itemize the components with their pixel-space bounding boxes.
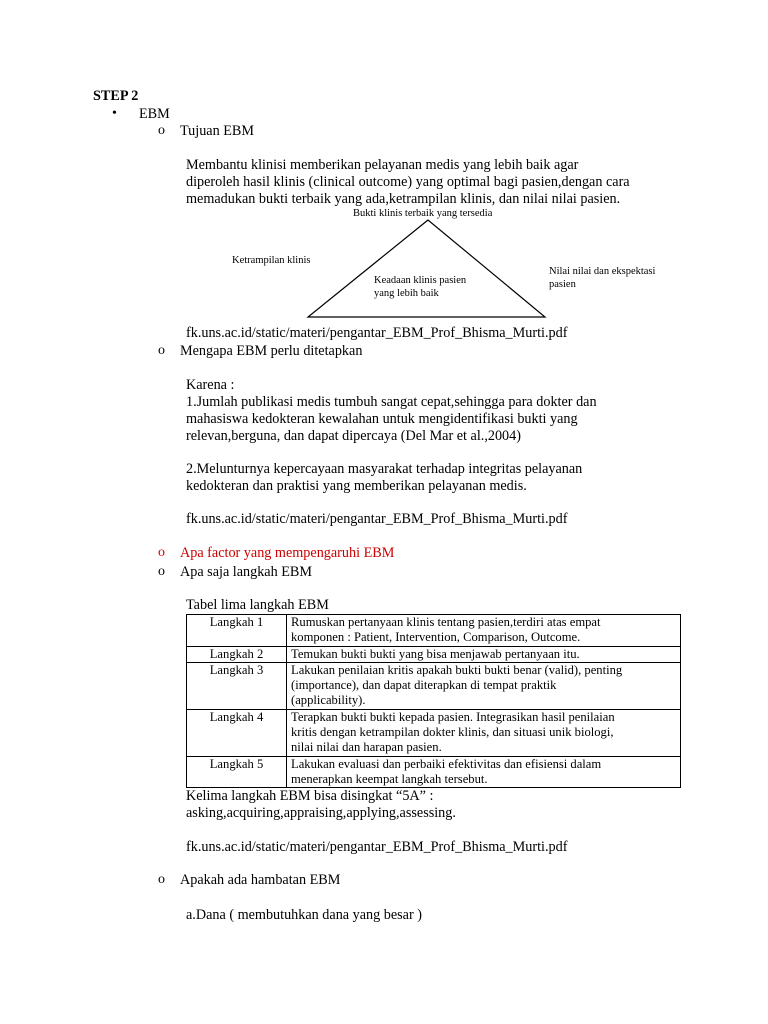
- triangle-shape: [308, 220, 545, 317]
- step-desc-line: Lakukan evaluasi dan perbaiki efektivitas dan efisiensi dalam: [291, 756, 602, 771]
- factor-title: Apa factor yang mempengaruhi EBM: [180, 545, 395, 561]
- tujuan-line-1: Membantu klinisi memberikan pelayanan medis yang lebih baik agar: [186, 157, 579, 173]
- summary-line-1: Kelima langkah EBM bisa disingkat “5A” :: [186, 788, 434, 804]
- diagram-top-label: Bukti klinis terbaik yang tersedia: [353, 208, 493, 219]
- step-label: Langkah 5: [187, 756, 287, 788]
- diagram-left-label: Ketrampilan klinis: [232, 255, 311, 266]
- circle-bullet: o: [158, 872, 165, 887]
- ebm-triangle-diagram: [300, 214, 550, 320]
- mengapa-point2-line-1: 2.Melunturnya kepercayaan masyarakat terhadap integritas pelayanan: [186, 461, 583, 477]
- step-description: [287, 662, 681, 709]
- steps-table: [186, 614, 681, 788]
- topic-label: EBM: [139, 106, 170, 122]
- table-row: [187, 615, 681, 647]
- step-label: Langkah 2: [187, 646, 287, 662]
- step-desc-line: menerapkan keempat langkah tersebut.: [291, 771, 488, 786]
- step-description: [287, 756, 681, 788]
- step-desc-line: nilai nilai dan harapan pasien.: [291, 740, 442, 755]
- source-link-1[interactable]: fk.uns.ac.id/static/materi/pengantar_EBM_Prof_Bhisma_Murti.pdf: [186, 325, 568, 341]
- disc-bullet: •: [112, 106, 117, 121]
- diagram-right-label-1: Nilai nilai dan ekspektasi: [549, 266, 656, 277]
- step-heading: STEP 2: [93, 88, 139, 104]
- step-desc-line: Temukan bukti bukti yang bisa menjawab pertanyaan itu.: [291, 646, 580, 661]
- table-title: Tabel lima langkah EBM: [186, 597, 329, 613]
- step-description: [287, 709, 681, 756]
- diagram-center-label-2: yang lebih baik: [374, 288, 439, 299]
- step-label: Langkah 4: [187, 709, 287, 756]
- step-desc-line: komponen : Patient, Intervention, Comparison, Outcome.: [291, 630, 581, 645]
- hambatan-item-a: a.Dana ( membutuhkan dana yang besar ): [186, 907, 422, 923]
- table-row: [187, 709, 681, 756]
- step-desc-line: (importance), dan dapat diterapkan di tempat praktik: [291, 678, 557, 693]
- tujuan-line-2: diperoleh hasil klinis (clinical outcome) yang optimal bagi pasien,dengan cara: [186, 174, 630, 190]
- mengapa-point1-line-1: 1.Jumlah publikasi medis tumbuh sangat cepat,sehingga para dokter dan: [186, 394, 597, 410]
- step-desc-line: Rumuskan pertanyaan klinis tentang pasien,terdiri atas empat: [291, 615, 601, 629]
- step-desc-line: kritis dengan ketrampilan dokter klinis, dan situasi unik biologi,: [291, 725, 614, 740]
- langkah-title: Apa saja langkah EBM: [180, 564, 312, 580]
- mengapa-point2-line-2: kedokteran dan praktisi yang memberikan pelayanan medis.: [186, 478, 527, 494]
- circle-bullet: o: [158, 343, 165, 358]
- mengapa-point1-line-2: mahasiswa kedokteran kewalahan untuk mengidentifikasi bukti yang: [186, 411, 578, 427]
- circle-bullet: o: [158, 564, 165, 579]
- table-row: [187, 646, 681, 662]
- step-desc-line: Terapkan bukti bukti kepada pasien. Integrasikan hasil penilaian: [291, 709, 615, 724]
- source-link-3[interactable]: fk.uns.ac.id/static/materi/pengantar_EBM_Prof_Bhisma_Murti.pdf: [186, 839, 568, 855]
- tujuan-title: Tujuan EBM: [180, 123, 254, 139]
- mengapa-intro: Karena :: [186, 377, 235, 393]
- table-row: [187, 756, 681, 788]
- source-link-2[interactable]: fk.uns.ac.id/static/materi/pengantar_EBM_Prof_Bhisma_Murti.pdf: [186, 511, 568, 527]
- step-description: [287, 615, 681, 647]
- step-label: Langkah 3: [187, 662, 287, 709]
- step-desc-line: Lakukan penilaian kritis apakah bukti bukti benar (valid), penting: [291, 662, 623, 677]
- circle-bullet: o: [158, 123, 165, 138]
- mengapa-point1-line-3: relevan,berguna, dan dapat dipercaya (Del Mar et al.,2004): [186, 428, 521, 444]
- summary-line-2: asking,acquiring,appraising,applying,assessing.: [186, 805, 456, 821]
- step-desc-line: (applicability).: [291, 693, 366, 708]
- table-row: [187, 662, 681, 709]
- circle-bullet: o: [158, 545, 165, 560]
- tujuan-line-3: memadukan bukti terbaik yang ada,ketrampilan klinis, dan nilai nilai pasien.: [186, 191, 621, 207]
- step-label: Langkah 1: [187, 615, 287, 647]
- step-description: [287, 646, 681, 662]
- diagram-center-label-1: Keadaan klinis pasien: [374, 275, 467, 286]
- mengapa-title: Mengapa EBM perlu ditetapkan: [180, 343, 363, 359]
- hambatan-title: Apakah ada hambatan EBM: [180, 872, 341, 888]
- diagram-right-label-2: pasien: [549, 279, 576, 290]
